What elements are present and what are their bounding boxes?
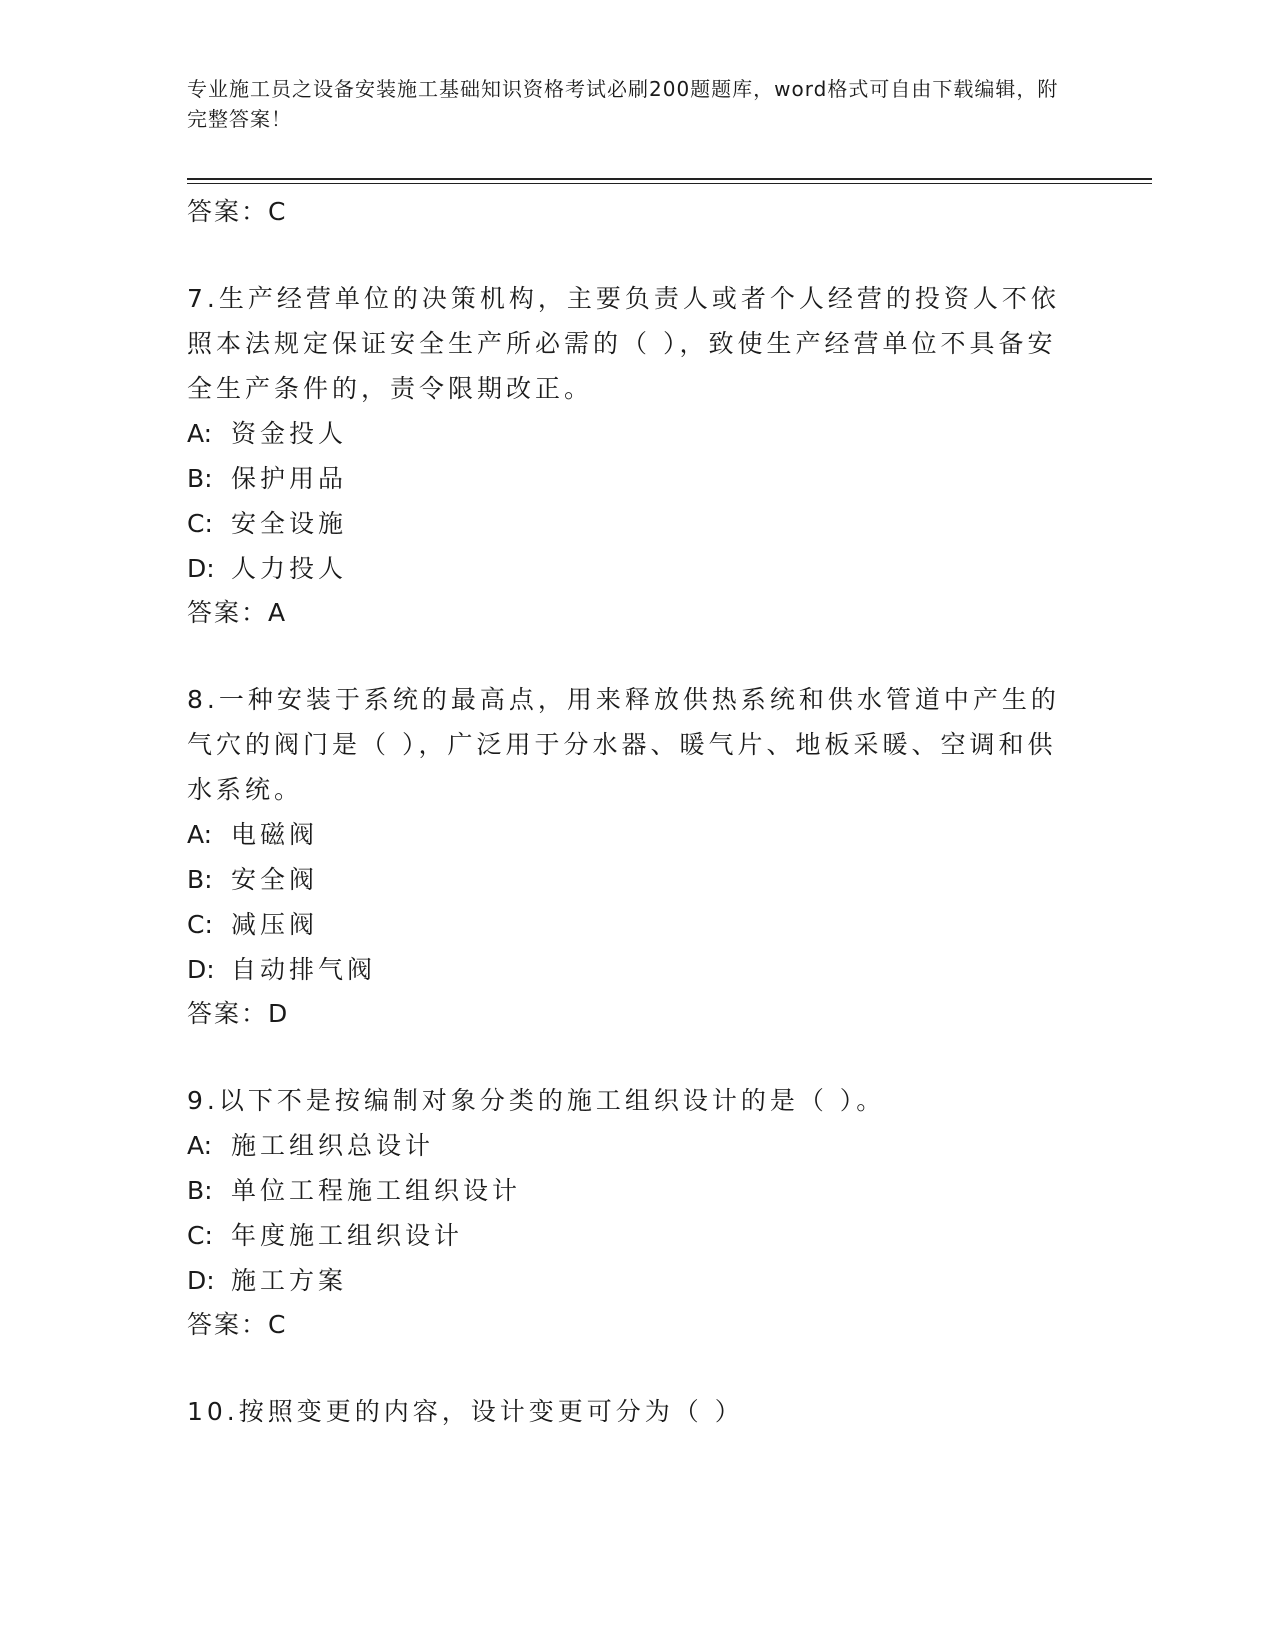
option-text: 人力投人 — [231, 554, 348, 583]
option-c — [187, 1213, 1087, 1258]
question-text: 7.生产经营单位的决策机构，主要负责人或者个人经营的投资人不依照本法规定保证安全生产所必需的（ ），致使生产经营单位不具备安全生产条件的，责令限期改正。 — [187, 284, 1060, 403]
question-block — [187, 1389, 1087, 1434]
option-text: 安全阀 — [231, 865, 319, 894]
option-d — [187, 947, 1087, 992]
header-divider — [187, 178, 1152, 180]
option-text: 资金投人 — [231, 419, 348, 448]
option-letter: D: — [187, 955, 215, 984]
option-b — [187, 1168, 1087, 1213]
option-text: 减压阀 — [231, 910, 319, 939]
option-letter: B: — [187, 1176, 213, 1205]
answer-line: 答案：D — [187, 999, 290, 1028]
option-a — [187, 411, 1087, 456]
option-text: 单位工程施工组织设计 — [231, 1176, 522, 1205]
option-c — [187, 501, 1087, 546]
option-text: 年度施工组织设计 — [231, 1221, 464, 1250]
option-b — [187, 456, 1087, 501]
question-text: 10.按照变更的内容，设计变更可分为（ ） — [187, 1397, 744, 1426]
question-text: 8.一种安装于系统的最高点，用来释放供热系统和供水管道中产生的气穴的阀门是（ ），广泛用于分水器、暖气片、地板采暖、空调和供水系统。 — [187, 685, 1060, 804]
answer-line: 答案：C — [187, 197, 288, 226]
option-letter: D: — [187, 554, 215, 583]
option-text: 安全设施 — [231, 509, 348, 538]
option-text: 自动排气阀 — [231, 955, 377, 984]
answer-line: 答案：C — [187, 1310, 288, 1339]
option-text: 电磁阀 — [231, 820, 319, 849]
question-block — [187, 1078, 1087, 1343]
question-list — [187, 190, 1087, 1434]
question-text: 9.以下不是按编制对象分类的施工组织设计的是（ ）。 — [187, 1086, 886, 1115]
answer-line: 答案：A — [187, 598, 288, 627]
option-letter: B: — [187, 865, 213, 894]
option-text: 施工组织总设计 — [231, 1131, 435, 1160]
option-letter: B: — [187, 464, 213, 493]
option-d — [187, 546, 1087, 591]
document-header: 专业施工员之设备安装施工基础知识资格考试必刷200题题库，word格式可自由下载编辑，附完整答案！ — [187, 77, 1059, 131]
option-letter: D: — [187, 1266, 215, 1295]
option-letter: A: — [187, 820, 213, 849]
option-c — [187, 902, 1087, 947]
option-text: 施工方案 — [231, 1266, 348, 1295]
option-letter: C: — [187, 509, 213, 538]
option-letter: C: — [187, 910, 213, 939]
question-block — [187, 677, 1087, 1032]
option-a — [187, 812, 1087, 857]
option-a — [187, 1123, 1087, 1168]
option-letter: C: — [187, 1221, 213, 1250]
question-block — [187, 276, 1087, 631]
option-letter: A: — [187, 419, 213, 448]
option-d — [187, 1258, 1087, 1303]
option-b — [187, 857, 1087, 902]
option-letter: A: — [187, 1131, 213, 1160]
option-text: 保护用品 — [231, 464, 348, 493]
header-divider-thin — [187, 183, 1152, 184]
